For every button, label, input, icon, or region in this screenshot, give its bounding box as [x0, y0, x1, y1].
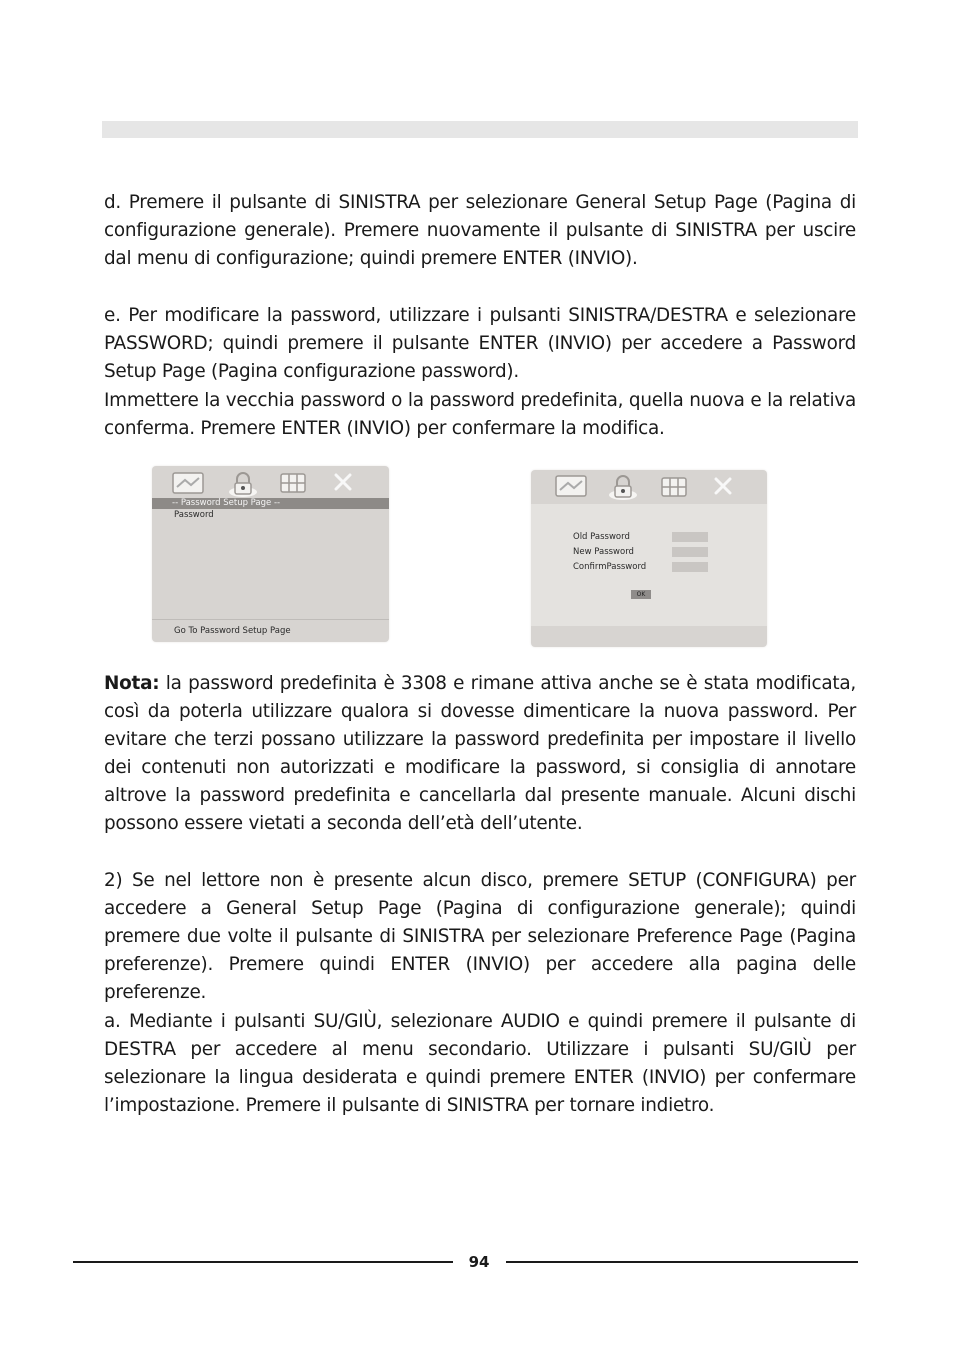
footer-rule-left	[73, 1261, 453, 1263]
confirm-password-field[interactable]	[672, 562, 708, 572]
paragraph-step-2: 2) Se nel lettore non è presente alcun disco, premere SETUP (CONFIGURA) per accedere a General Setup Page (Pagina di configurazione generale); quindi premere due volte il pulsante di SINISTRA per selezionare Preference Page (Pagina preferenze). Premere quindi ENTER (INVIO) per accedere alla pagina delle preferenze.	[104, 870, 856, 1003]
header-bar	[102, 121, 858, 138]
menu-item-password: Password	[174, 510, 214, 520]
paragraph-e-continued: Immettere la vecchia password o la password predefinita, quella nuova e la relativa conferma. Premere ENTER (INVIO) per confermare la modifica.	[104, 390, 856, 439]
old-password-label: Old Password	[573, 532, 630, 542]
screen-icon-bar	[531, 470, 767, 504]
menu-title: -- Password Setup Page --	[172, 498, 281, 508]
nota-paragraph	[104, 670, 856, 838]
new-password-field[interactable]	[672, 547, 708, 557]
new-password-label: New Password	[573, 547, 634, 557]
page-number: 94	[468, 1253, 490, 1271]
password-form-panel	[531, 504, 767, 626]
close-icon	[333, 473, 353, 491]
paragraph-a: a. Mediante i pulsanti SU/GIÙ, selezionare AUDIO e quindi premere il pulsante di DESTRA per accedere al menu secondario. Utilizzare i pulsanti SU/GIÙ per selezionare la lingua desiderata e quindi premere ENTER (INVIO) per confermare l’impostazione. Premere il pulsante di SINISTRA per tornare indietro.	[104, 1011, 856, 1116]
ok-button[interactable]: OK	[631, 590, 651, 599]
footer-rule-right	[506, 1261, 858, 1263]
lock-icon	[228, 470, 258, 498]
close-icon	[713, 477, 733, 495]
paragraph-d: d. Premere il pulsante di SINISTRA per selezionare General Setup Page (Pagina di configurazione generale). Premere nuovamente il pulsante di SINISTRA per uscire dal menu di configurazione; quindi premere ENTER (INVIO).	[104, 192, 856, 269]
lock-icon	[608, 473, 638, 501]
settings-grid-icon	[661, 477, 687, 497]
screen-icon-bar	[152, 466, 389, 500]
old-password-field[interactable]	[672, 532, 708, 542]
nota-label: Nota:	[104, 673, 160, 694]
password-entry-screenshot	[531, 470, 767, 647]
disc-icon	[172, 472, 204, 494]
paragraph-e: e. Per modificare la password, utilizzare i pulsanti SINISTRA/DESTRA e selezionare PASSWORD; quindi premere il pulsante ENTER (INVIO) per accedere a Password Setup Page (Pagina configurazione password).	[104, 305, 856, 382]
confirm-password-label: ConfirmPassword	[573, 562, 647, 572]
screen-footer-text: Go To Password Setup Page	[174, 626, 291, 636]
nota-text: la password predefinita è 3308 e rimane attiva anche se è stata modificata, così da poterla utilizzare qualora si dovesse dimenticare la nuova password. Per evitare che terzi possano utilizzare la password predefinita per impostare il livello dei contenuti non autorizzati e modificare la password, si consiglia di annotare altrove la password predefinita e cancellarla dal presente manuale. Alcuni dischi possono essere vietati a seconda dell’età dell’utente.	[104, 673, 856, 834]
password-setup-screenshot	[152, 466, 389, 642]
settings-grid-icon	[280, 473, 306, 493]
screen-footer-divider	[152, 619, 389, 620]
disc-icon	[555, 475, 587, 497]
